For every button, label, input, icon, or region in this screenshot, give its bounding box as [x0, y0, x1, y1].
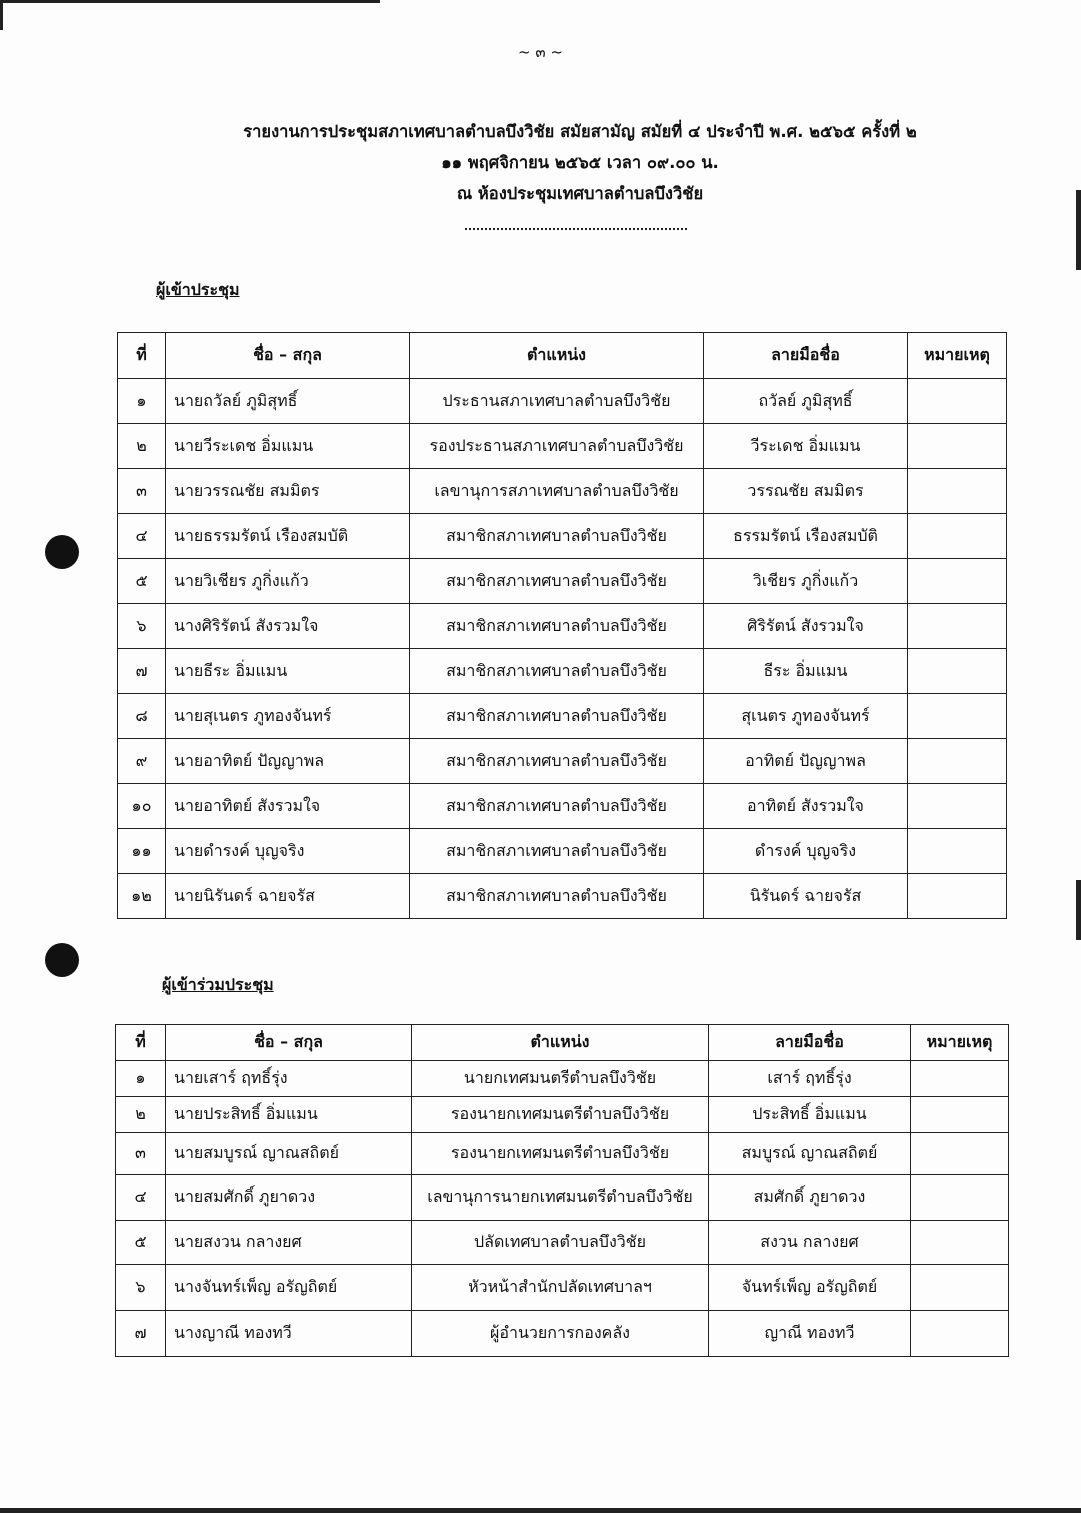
cell-position: รองนายกเทศมนตรีตำบลบึงวิชัย — [412, 1097, 709, 1133]
cell-note — [908, 514, 1007, 559]
cell-no: ๑๐ — [118, 784, 166, 829]
cell-no: ๗ — [118, 649, 166, 694]
cell-position: เลขานุการนายกเทศมนตรีตำบลบึงวิชัย — [412, 1175, 709, 1221]
cell-position: นายกเทศมนตรีตำบลบึงวิชัย — [412, 1061, 709, 1097]
cell-note — [911, 1311, 1009, 1357]
cell-no: ๔ — [118, 514, 166, 559]
scan-edge-left — [0, 0, 3, 30]
cell-name: นายสงวน กลางยศ — [166, 1221, 412, 1265]
punch-hole-top — [45, 535, 79, 569]
cell-position: ปลัดเทศบาลตำบลบึงวิชัย — [412, 1221, 709, 1265]
cell-note — [911, 1265, 1009, 1311]
cell-no: ๗ — [116, 1311, 166, 1357]
cell-no: ๖ — [118, 604, 166, 649]
scan-edge-bottom — [0, 1508, 1081, 1513]
cell-note — [908, 829, 1007, 874]
cell-name: นายสมศักดิ์ ภูยาดวง — [166, 1175, 412, 1221]
table-header-row — [116, 1025, 1009, 1061]
cell-no: ๑๑ — [118, 829, 166, 874]
table-row — [116, 1265, 1009, 1311]
cell-signature: วีระเดช อิ่มแมน — [704, 424, 908, 469]
cell-no: ๕ — [116, 1221, 166, 1265]
cell-name: นางญาณี ทองทวี — [166, 1311, 412, 1357]
cell-position: สมาชิกสภาเทศบาลตำบลบึงวิชัย — [410, 829, 704, 874]
cell-position: ประธานสภาเทศบาลตำบลบึงวิชัย — [410, 379, 704, 424]
table-row — [116, 1133, 1009, 1175]
cell-signature: ถวัลย์ ภูมิสุทธิ์ — [704, 379, 908, 424]
cell-position: สมาชิกสภาเทศบาลตำบลบึงวิชัย — [410, 694, 704, 739]
cell-position: หัวหน้าสำนักปลัดเทศบาลฯ — [412, 1265, 709, 1311]
cell-signature: เสาร์ ฤทธิ์รุ่ง — [709, 1061, 911, 1097]
cell-signature: สมศักดิ์ ภูยาดวง — [709, 1175, 911, 1221]
header-no: ที่ — [116, 1025, 166, 1061]
cell-note — [911, 1221, 1009, 1265]
cell-note — [908, 604, 1007, 649]
header-title: รายงานการประชุมสภาเทศบาลตำบลบึงวิชัย สมัยสามัญ สมัยที่ ๔ ประจำปี พ.ศ. ๒๕๖๕ ครั้งที่ ๒ — [243, 122, 917, 141]
cell-signature: อาทิตย์ สังรวมใจ — [704, 784, 908, 829]
cell-note — [908, 739, 1007, 784]
cell-no: ๒ — [116, 1097, 166, 1133]
cell-signature: วิเชียร ภูกิ่งแก้ว — [704, 559, 908, 604]
cell-name: นายวิเชียร ภูกิ่งแก้ว — [166, 559, 410, 604]
table-row — [118, 469, 1007, 514]
cell-note — [908, 424, 1007, 469]
dotted-separator — [465, 228, 687, 230]
cell-name: นายธรรมรัตน์ เรืองสมบัติ — [166, 514, 410, 559]
cell-position: เลขานุการสภาเทศบาลตำบลบึงวิชัย — [410, 469, 704, 514]
cell-name: นายเสาร์ ฤทธิ์รุ่ง — [166, 1061, 412, 1097]
table-row — [118, 874, 1007, 919]
cell-no: ๓ — [116, 1133, 166, 1175]
cell-note — [911, 1175, 1009, 1221]
cell-no: ๔ — [116, 1175, 166, 1221]
table-row — [116, 1061, 1009, 1097]
table-row — [116, 1175, 1009, 1221]
cell-position: สมาชิกสภาเทศบาลตำบลบึงวิชัย — [410, 559, 704, 604]
attendees-table — [117, 332, 1007, 919]
cell-note — [908, 649, 1007, 694]
cell-note — [908, 559, 1007, 604]
scan-edge-top — [0, 0, 380, 3]
table-header-row — [118, 333, 1007, 379]
attendees-body — [118, 379, 1007, 919]
cell-note — [908, 694, 1007, 739]
header-name: ชื่อ – สกุล — [166, 1025, 412, 1061]
cell-name: นายสุเนตร ภูทองจันทร์ — [166, 694, 410, 739]
table-row — [116, 1311, 1009, 1357]
header-name: ชื่อ – สกุล — [166, 333, 410, 379]
cell-name: นายวีระเดช อิ่มแมน — [166, 424, 410, 469]
cell-name: นายอาทิตย์ สังรวมใจ — [166, 784, 410, 829]
header-signature: ลายมือชื่อ — [704, 333, 908, 379]
table-row — [118, 424, 1007, 469]
cell-name: นายอาทิตย์ ปัญญาพล — [166, 739, 410, 784]
cell-signature: สมบูรณ์ ญาณสถิตย์ — [709, 1133, 911, 1175]
cell-note — [911, 1097, 1009, 1133]
cell-name: นายดำรงค์ บุญจริง — [166, 829, 410, 874]
cell-no: ๑ — [118, 379, 166, 424]
table-row — [118, 379, 1007, 424]
header-position: ตำแหน่ง — [412, 1025, 709, 1061]
cell-no: ๑ — [116, 1061, 166, 1097]
cell-no: ๕ — [118, 559, 166, 604]
cell-position: สมาชิกสภาเทศบาลตำบลบึงวิชัย — [410, 649, 704, 694]
table-row — [118, 649, 1007, 694]
header-position: ตำแหน่ง — [410, 333, 704, 379]
cell-signature: ธีระ อิ่มแมน — [704, 649, 908, 694]
header-location: ณ ห้องประชุมเทศบาลตำบลบึงวิชัย — [456, 184, 704, 203]
table-row — [118, 784, 1007, 829]
cell-position: สมาชิกสภาเทศบาลตำบลบึงวิชัย — [410, 784, 704, 829]
cell-no: ๙ — [118, 739, 166, 784]
scan-edge-right-2 — [1076, 880, 1081, 940]
table-row — [118, 514, 1007, 559]
cell-name: นายสมบูรณ์ ญาณสถิตย์ — [166, 1133, 412, 1175]
header-date: ๑๑ พฤศจิกายน ๒๕๖๕ เวลา ๐๙.๐๐ น. — [441, 153, 719, 172]
cell-no: ๑๒ — [118, 874, 166, 919]
participants-table — [115, 1024, 1009, 1357]
cell-signature: ธรรมรัตน์ เรืองสมบัติ — [704, 514, 908, 559]
cell-position: รองนายกเทศมนตรีตำบลบึงวิชัย — [412, 1133, 709, 1175]
table-row — [116, 1221, 1009, 1265]
header-signature: ลายมือชื่อ — [709, 1025, 911, 1061]
cell-name: นางศิริรัตน์ สังรวมใจ — [166, 604, 410, 649]
cell-note — [908, 379, 1007, 424]
cell-name: นายประสิทธิ์ อิ่มแมน — [166, 1097, 412, 1133]
cell-position: สมาชิกสภาเทศบาลตำบลบึงวิชัย — [410, 514, 704, 559]
cell-signature: นิรันดร์ ฉายจรัส — [704, 874, 908, 919]
cell-signature: วรรณชัย สมมิตร — [704, 469, 908, 514]
table-row — [118, 829, 1007, 874]
cell-name: นายธีระ อิ่มแมน — [166, 649, 410, 694]
cell-signature: สุเนตร ภูทองจันทร์ — [704, 694, 908, 739]
cell-note — [908, 469, 1007, 514]
cell-note — [911, 1133, 1009, 1175]
cell-note — [911, 1061, 1009, 1097]
scan-edge-right — [1076, 190, 1081, 270]
document-header — [200, 116, 960, 209]
cell-note — [908, 784, 1007, 829]
cell-name: นางจันทร์เพ็ญ อรัญถิตย์ — [166, 1265, 412, 1311]
cell-signature: ดำรงค์ บุญจริง — [704, 829, 908, 874]
table-row — [118, 559, 1007, 604]
cell-signature: จันทร์เพ็ญ อรัญถิตย์ — [709, 1265, 911, 1311]
cell-no: ๓ — [118, 469, 166, 514]
table-row — [116, 1097, 1009, 1133]
cell-name: นายวรรณชัย สมมิตร — [166, 469, 410, 514]
page-number: ~ ๓ ~ — [518, 43, 563, 61]
table-row — [118, 739, 1007, 784]
cell-position: สมาชิกสภาเทศบาลตำบลบึงวิชัย — [410, 604, 704, 649]
table-row — [118, 694, 1007, 739]
participants-title: ผู้เข้าร่วมประชุม — [162, 975, 274, 994]
cell-no: ๒ — [118, 424, 166, 469]
cell-position: สมาชิกสภาเทศบาลตำบลบึงวิชัย — [410, 874, 704, 919]
cell-no: ๖ — [116, 1265, 166, 1311]
cell-position: รองประธานสภาเทศบาลตำบลบึงวิชัย — [410, 424, 704, 469]
header-note: หมายเหตุ — [911, 1025, 1009, 1061]
attendees-title: ผู้เข้าประชุม — [156, 280, 240, 299]
cell-signature: อาทิตย์ ปัญญาพล — [704, 739, 908, 784]
cell-name: นายนิรันดร์ ฉายจรัส — [166, 874, 410, 919]
cell-position: สมาชิกสภาเทศบาลตำบลบึงวิชัย — [410, 739, 704, 784]
cell-name: นายถวัลย์ ภูมิสุทธิ์ — [166, 379, 410, 424]
cell-signature: ประสิทธิ์ อิ่มแมน — [709, 1097, 911, 1133]
header-note: หมายเหตุ — [908, 333, 1007, 379]
cell-no: ๘ — [118, 694, 166, 739]
header-no: ที่ — [118, 333, 166, 379]
punch-hole-bottom — [45, 943, 79, 977]
participants-body — [116, 1061, 1009, 1357]
cell-signature: สงวน กลางยศ — [709, 1221, 911, 1265]
cell-signature: ศิริรัตน์ สังรวมใจ — [704, 604, 908, 649]
cell-note — [908, 874, 1007, 919]
table-row — [118, 604, 1007, 649]
cell-signature: ญาณี ทองทวี — [709, 1311, 911, 1357]
cell-position: ผู้อำนวยการกองคลัง — [412, 1311, 709, 1357]
